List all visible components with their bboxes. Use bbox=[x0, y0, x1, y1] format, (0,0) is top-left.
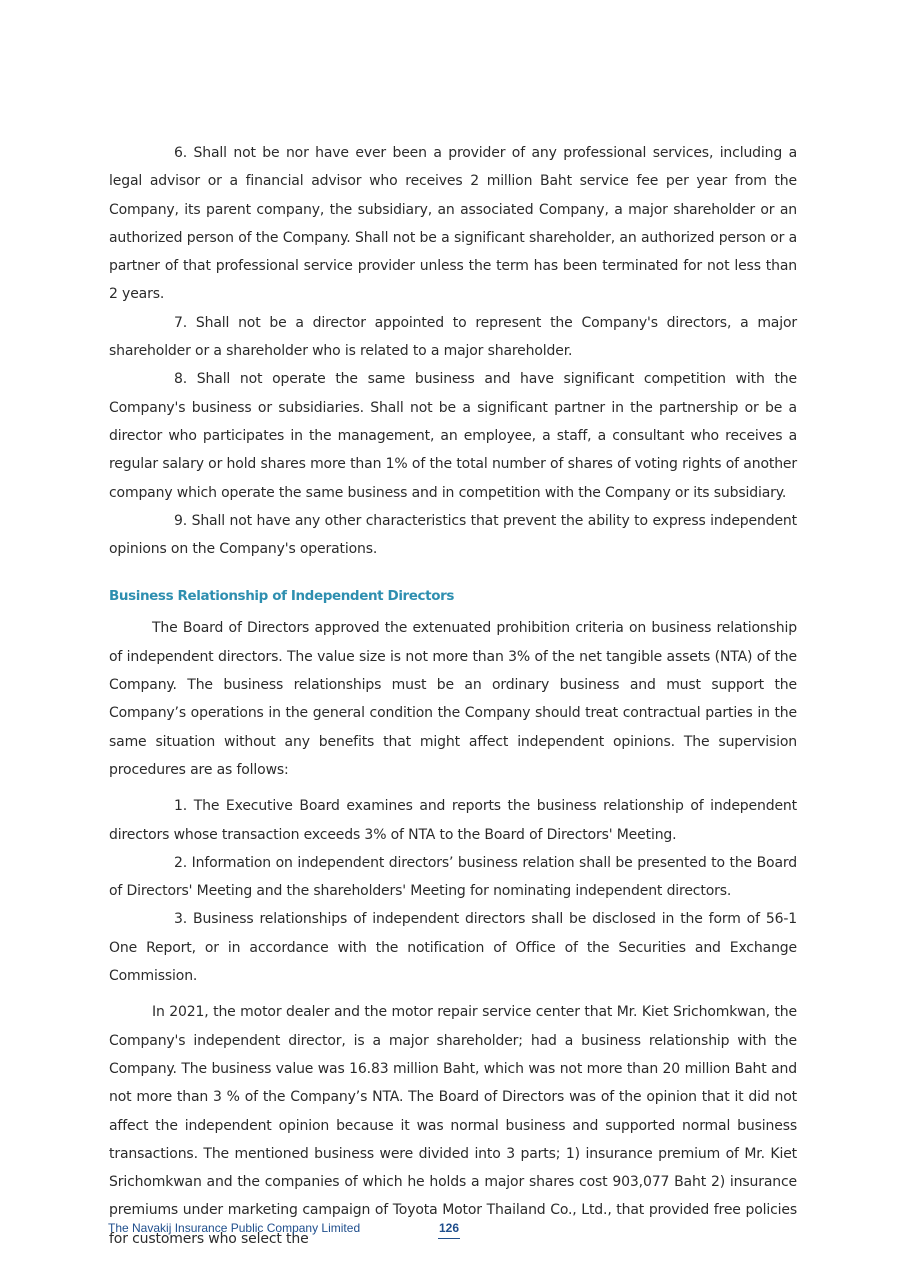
criteria-item-8: 8. Shall not operate the same business and have significant competition with the Company's business or subsidiaries. Shall not be a significant partner in the partnership or be a director who participates in the management, an employee, a staff, a consultant who receives a regular salary or hold shares more than 1% of the total number of shares of voting rights of another company which operate the same business and in competition with the Company or its subsidiary. bbox=[109, 371, 797, 501]
criteria-item-7: 7. Shall not be a director appointed to represent the Company's directors, a major shareholder or a shareholder who is related to a major shareholder. bbox=[109, 314, 797, 360]
section-heading: Business Relationship of Independent Directors bbox=[109, 588, 454, 605]
procedure-item-3: 3. Business relationships of independent directors shall be disclosed in the form of 56-1 One Report, or in accordance with the notification of Office of the Securities and Exchange Commission. bbox=[109, 911, 797, 985]
procedure-item-1: 1. The Executive Board examines and reports the business relationship of independent directors whose transaction exceeds 3% of NTA to the Board of Directors' Meeting. bbox=[109, 798, 797, 843]
spacer bbox=[109, 784, 797, 792]
footer-company-name: The Navakij Insurance Public Company Limited bbox=[108, 1221, 361, 1235]
closing-paragraph: In 2021, the motor dealer and the motor repair service center that Mr. Kiet Srichomkwan, the Company's independent director, is a major shareholder; had a business relationship with the Company. The business value was 16.83 million Baht, which was not more than 20 million Baht and not more than 3 % of the Company’s NTA. The Board of Directors was of the opinion that it did not affect the independent opinion because it was normal business and supported normal business transactions. The mentioned business were divided into 3 parts; 1) insurance premium of Mr. Kiet Srichomkwan and the companies of which he holds a major shares cost 903,077 Baht 2) insurance premiums under marketing campaign of Toyota Motor Thailand Co., Ltd., that provided free policies for customers who select the bbox=[109, 1004, 797, 1247]
page-number: 126 bbox=[439, 1221, 460, 1235]
criteria-item-9: 9. Shall not have any other characteristics that prevent the ability to express independent opinions on the Company's operations. bbox=[109, 512, 797, 558]
page-footer bbox=[108, 1221, 468, 1241]
criteria-item-6: 6. Shall not be nor have ever been a provider of any professional services, including a legal advisor or a financial advisor who receives 2 million Baht service fee per year from the Company, its parent company, the subsidiary, an associated Company, a major shareholder or an authorized person of the Company. Shall not be a significant shareholder, an authorized person or a partner of that professional service provider unless the term has been terminated for not less than 2 years. bbox=[109, 145, 797, 303]
procedure-item-2: 2. Information on independent directors’ business relation shall be presented to the Board of Directors' Meeting and the shareholders' Meeting for nominating independent directors. bbox=[109, 854, 797, 900]
spacer bbox=[109, 990, 797, 998]
page-number-underline bbox=[438, 1238, 460, 1239]
document-body bbox=[109, 139, 797, 1253]
section-intro: The Board of Directors approved the extenuated prohibition criteria on business relationship of independent directors. The value size is not more than 3% of the net tangible assets (NTA) of the Company. The business relationships must be an ordinary business and must support the Company’s operations in the general condition the Company should treat contractual parties in the same situation without any benefits that might affect independent opinions. The supervision procedures are as follows: bbox=[109, 620, 797, 778]
